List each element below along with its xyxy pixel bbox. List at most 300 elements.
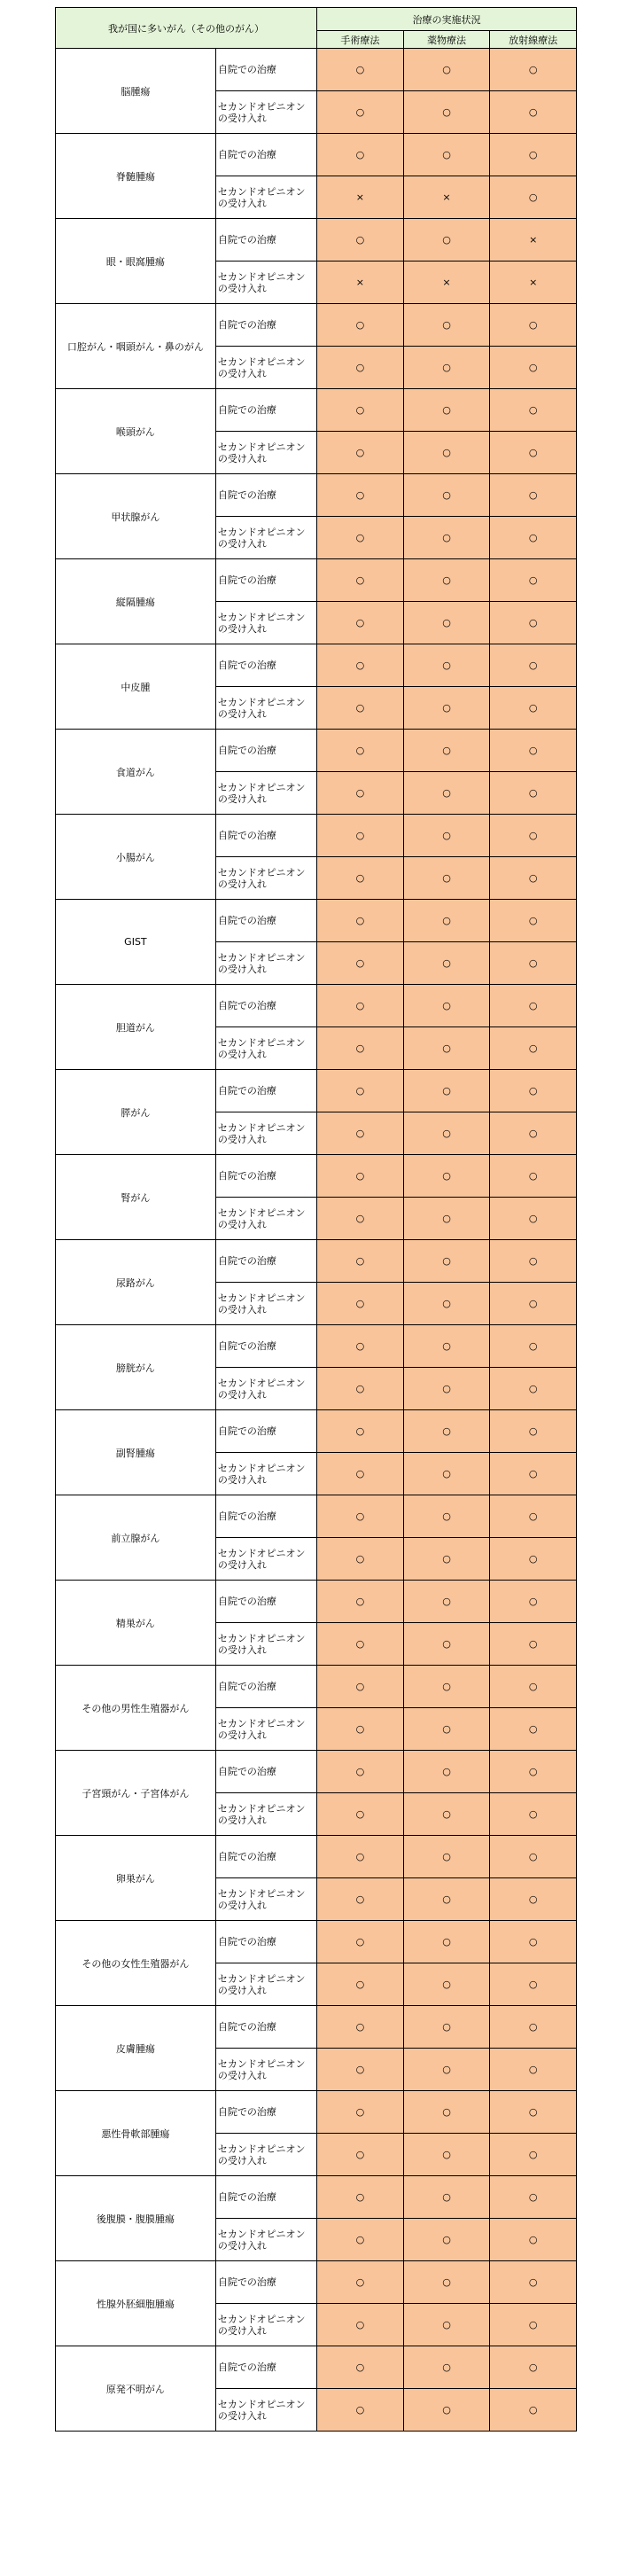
row-label-second-opinion — [215, 1793, 316, 1836]
table-row — [56, 134, 577, 176]
status-mark: ○ — [403, 1751, 490, 1793]
second-opinion-line2: の受け入れ — [217, 1814, 267, 1826]
status-mark: ○ — [490, 1112, 577, 1155]
row-label-second-opinion — [215, 2219, 316, 2261]
table-row — [56, 2091, 577, 2134]
table-row — [56, 2261, 577, 2304]
status-mark: ○ — [490, 1198, 577, 1240]
cancer-name: 膵がん — [56, 1070, 216, 1155]
cancer-name: 皮膚腫瘍 — [56, 2006, 216, 2091]
second-opinion-line2: の受け入れ — [217, 2409, 267, 2422]
status-mark: ○ — [317, 1666, 404, 1708]
row-label-self-treatment: 自院での治療 — [215, 1155, 316, 1198]
status-mark: ○ — [317, 1325, 404, 1368]
row-label-second-opinion — [215, 1027, 316, 1070]
status-mark: ○ — [403, 857, 490, 900]
status-mark: ○ — [490, 1070, 577, 1112]
cancer-name: 縦隔腫瘍 — [56, 559, 216, 644]
cancer-name: 喉頭がん — [56, 389, 216, 474]
table-row — [56, 2176, 577, 2219]
second-opinion-line1: セカンドオピニオン — [217, 1462, 306, 1474]
header-surgery: 手術療法 — [317, 31, 404, 49]
second-opinion-line2: の受け入れ — [217, 707, 267, 720]
status-mark: ○ — [490, 559, 577, 602]
status-mark: × — [403, 262, 490, 304]
second-opinion-line1: セカンドオピニオン — [217, 441, 306, 453]
row-label-self-treatment: 自院での治療 — [215, 2176, 316, 2219]
status-mark: ○ — [490, 1155, 577, 1198]
cancer-name: 腎がん — [56, 1155, 216, 1240]
cancer-name: 胆道がん — [56, 985, 216, 1070]
status-mark: ○ — [403, 1368, 490, 1410]
row-label-second-opinion — [215, 2049, 316, 2091]
status-mark: ○ — [490, 1666, 577, 1708]
table-header — [56, 8, 577, 49]
cancer-name: 前立腺がん — [56, 1495, 216, 1581]
status-mark: ○ — [490, 91, 577, 134]
status-mark: ○ — [490, 1708, 577, 1751]
status-mark: ○ — [490, 134, 577, 176]
row-label-second-opinion — [215, 1963, 316, 2006]
second-opinion-line2: の受け入れ — [217, 1558, 267, 1571]
status-mark: ○ — [490, 49, 577, 91]
status-mark: ○ — [490, 2346, 577, 2389]
status-mark: ○ — [317, 2346, 404, 2389]
row-label-self-treatment: 自院での治療 — [215, 1240, 316, 1283]
status-mark: ○ — [403, 2261, 490, 2304]
row-label-self-treatment: 自院での治療 — [215, 644, 316, 687]
status-mark: ○ — [403, 1963, 490, 2006]
status-mark: ○ — [403, 91, 490, 134]
status-mark: ○ — [403, 900, 490, 942]
cancer-name: 食道がん — [56, 730, 216, 815]
row-label-second-opinion — [215, 602, 316, 644]
status-mark: ○ — [490, 815, 577, 857]
status-mark: ○ — [490, 1453, 577, 1495]
status-mark: ○ — [490, 1836, 577, 1878]
status-mark: × — [317, 262, 404, 304]
table-row — [56, 1921, 577, 1963]
status-mark: ○ — [317, 1751, 404, 1793]
cancer-name: 性腺外胚細胞腫瘍 — [56, 2261, 216, 2346]
row-label-self-treatment: 自院での治療 — [215, 2091, 316, 2134]
status-mark: ○ — [317, 2304, 404, 2346]
status-mark: ○ — [317, 389, 404, 432]
status-mark: ○ — [317, 644, 404, 687]
status-mark: ○ — [317, 474, 404, 517]
status-mark: ○ — [317, 2006, 404, 2049]
second-opinion-line1: セカンドオピニオン — [217, 1547, 306, 1559]
second-opinion-line2: の受け入れ — [217, 1388, 267, 1401]
header-drug-therapy: 薬物療法 — [403, 31, 490, 49]
status-mark: ○ — [317, 2389, 404, 2432]
status-mark: ○ — [403, 2304, 490, 2346]
table-row — [56, 1836, 577, 1878]
status-mark: ○ — [403, 347, 490, 389]
status-mark: ○ — [317, 1538, 404, 1581]
status-mark: ○ — [403, 1155, 490, 1198]
status-mark: ○ — [317, 1495, 404, 1538]
second-opinion-line2: の受け入れ — [217, 2154, 267, 2166]
row-label-second-opinion — [215, 942, 316, 985]
second-opinion-line2: の受け入れ — [217, 1218, 267, 1230]
second-opinion-line2: の受け入れ — [217, 367, 267, 379]
status-mark: ○ — [317, 1708, 404, 1751]
cancer-name: 副腎腫瘍 — [56, 1410, 216, 1495]
treatment-table-container — [55, 7, 577, 2432]
status-mark: ○ — [403, 772, 490, 815]
status-mark: ○ — [490, 2219, 577, 2261]
cancer-name: 後腹膜・腹膜腫瘍 — [56, 2176, 216, 2261]
status-mark: ○ — [490, 1027, 577, 1070]
row-label-second-opinion — [215, 1453, 316, 1495]
cancer-name: 小腸がん — [56, 815, 216, 900]
status-mark: ○ — [403, 49, 490, 91]
second-opinion-line2: の受け入れ — [217, 1133, 267, 1145]
status-mark: ○ — [490, 2261, 577, 2304]
status-mark: ○ — [317, 134, 404, 176]
status-mark: ○ — [403, 389, 490, 432]
status-mark: ○ — [490, 942, 577, 985]
table-row — [56, 389, 577, 432]
status-mark: ○ — [403, 1240, 490, 1283]
status-mark: ○ — [403, 1538, 490, 1581]
second-opinion-line2: の受け入れ — [217, 1984, 267, 1996]
status-mark: ○ — [490, 474, 577, 517]
row-label-second-opinion — [215, 517, 316, 559]
row-label-self-treatment: 自院での治療 — [215, 1581, 316, 1623]
second-opinion-line1: セカンドオピニオン — [217, 2313, 306, 2325]
status-mark: ○ — [317, 1112, 404, 1155]
table-row — [56, 644, 577, 687]
status-mark: ○ — [317, 1368, 404, 1410]
row-label-second-opinion — [215, 2389, 316, 2432]
status-mark: ○ — [490, 2049, 577, 2091]
status-mark: ○ — [490, 176, 577, 219]
header-category: 我が国に多いがん（その他のがん） — [56, 8, 317, 49]
second-opinion-line1: セカンドオピニオン — [217, 355, 306, 368]
status-mark: ○ — [403, 2389, 490, 2432]
status-mark: ○ — [317, 730, 404, 772]
row-label-self-treatment: 自院での治療 — [215, 304, 316, 347]
cancer-name: 眼・眼窩腫瘍 — [56, 219, 216, 304]
status-mark: ○ — [490, 772, 577, 815]
status-mark: ○ — [490, 1878, 577, 1921]
row-label-self-treatment: 自院での治療 — [215, 474, 316, 517]
row-label-second-opinion — [215, 772, 316, 815]
status-mark: ○ — [403, 1708, 490, 1751]
second-opinion-line1: セカンドオピニオン — [217, 100, 306, 113]
cancer-name: 精巣がん — [56, 1581, 216, 1666]
cancer-name: 悪性骨軟部腫瘍 — [56, 2091, 216, 2176]
second-opinion-line2: の受け入れ — [217, 2239, 267, 2252]
status-mark: ○ — [490, 1325, 577, 1368]
second-opinion-line1: セカンドオピニオン — [217, 1972, 306, 1985]
second-opinion-line1: セカンドオピニオン — [217, 696, 306, 708]
status-mark: ○ — [403, 1921, 490, 1963]
status-mark: ○ — [403, 1283, 490, 1325]
row-label-self-treatment: 自院での治療 — [215, 1410, 316, 1453]
second-opinion-line2: の受け入れ — [217, 878, 267, 890]
table-row — [56, 1666, 577, 1708]
row-label-self-treatment: 自院での治療 — [215, 389, 316, 432]
status-mark: ○ — [317, 1581, 404, 1623]
table-row — [56, 2006, 577, 2049]
status-mark: ○ — [317, 2176, 404, 2219]
row-label-second-opinion — [215, 857, 316, 900]
status-mark: ○ — [317, 559, 404, 602]
second-opinion-line2: の受け入れ — [217, 2069, 267, 2081]
status-mark: ○ — [490, 2091, 577, 2134]
status-mark: ○ — [317, 942, 404, 985]
status-mark: ○ — [403, 1495, 490, 1538]
table-row — [56, 219, 577, 262]
status-mark: ○ — [317, 1155, 404, 1198]
status-mark: × — [490, 219, 577, 262]
status-mark: ○ — [490, 1495, 577, 1538]
row-label-self-treatment: 自院での治療 — [215, 134, 316, 176]
row-label-second-opinion — [215, 1538, 316, 1581]
status-mark: ○ — [317, 1963, 404, 2006]
second-opinion-line1: セカンドオピニオン — [217, 270, 306, 283]
status-mark: ○ — [403, 985, 490, 1027]
status-mark: ○ — [403, 559, 490, 602]
header-radiation-therapy: 放射線療法 — [490, 31, 577, 49]
status-mark: ○ — [317, 1283, 404, 1325]
second-opinion-line1: セカンドオピニオン — [217, 1292, 306, 1304]
status-mark: ○ — [317, 219, 404, 262]
treatment-status-table — [55, 7, 577, 2432]
status-mark: ○ — [317, 304, 404, 347]
row-label-self-treatment: 自院での治療 — [215, 219, 316, 262]
status-mark: ○ — [317, 1878, 404, 1921]
second-opinion-line2: の受け入れ — [217, 112, 267, 124]
status-mark: ○ — [403, 219, 490, 262]
status-mark: ○ — [317, 1410, 404, 1453]
table-row — [56, 1581, 577, 1623]
row-label-self-treatment: 自院での治療 — [215, 1070, 316, 1112]
second-opinion-line2: の受け入れ — [217, 197, 267, 209]
status-mark: ○ — [317, 815, 404, 857]
status-mark: × — [317, 176, 404, 219]
status-mark: ○ — [317, 857, 404, 900]
status-mark: ○ — [317, 432, 404, 474]
table-row — [56, 1410, 577, 1453]
cancer-name: GIST — [56, 900, 216, 985]
table-row — [56, 1240, 577, 1283]
status-mark: ○ — [317, 91, 404, 134]
row-label-self-treatment: 自院での治療 — [215, 559, 316, 602]
row-label-second-opinion — [215, 687, 316, 730]
row-label-self-treatment: 自院での治療 — [215, 2346, 316, 2389]
status-mark: ○ — [317, 602, 404, 644]
second-opinion-line2: の受け入れ — [217, 282, 267, 294]
second-opinion-line2: の受け入れ — [217, 452, 267, 464]
second-opinion-line2: の受け入れ — [217, 792, 267, 805]
status-mark: ○ — [490, 347, 577, 389]
status-mark: ○ — [490, 1751, 577, 1793]
status-mark: ○ — [403, 1878, 490, 1921]
status-mark: ○ — [490, 900, 577, 942]
header-treatment-status: 治療の実施状況 — [317, 8, 577, 31]
second-opinion-line1: セカンドオピニオン — [217, 2057, 306, 2070]
status-mark: ○ — [403, 1836, 490, 1878]
status-mark: ○ — [490, 1368, 577, 1410]
status-mark: ○ — [403, 432, 490, 474]
cancer-name: 子宮頸がん・子宮体がん — [56, 1751, 216, 1836]
status-mark: ○ — [403, 2134, 490, 2176]
table-row — [56, 474, 577, 517]
status-mark: × — [490, 262, 577, 304]
status-mark: ○ — [490, 1410, 577, 1453]
cancer-name: 膀胱がん — [56, 1325, 216, 1410]
second-opinion-line1: セカンドオピニオン — [217, 1377, 306, 1389]
table-row — [56, 815, 577, 857]
status-mark: ○ — [317, 900, 404, 942]
status-mark: ○ — [403, 1623, 490, 1666]
table-row — [56, 1070, 577, 1112]
second-opinion-line1: セカンドオピニオン — [217, 1632, 306, 1644]
status-mark: ○ — [490, 1283, 577, 1325]
second-opinion-line1: セカンドオピニオン — [217, 781, 306, 793]
table-row — [56, 1325, 577, 1368]
row-label-self-treatment: 自院での治療 — [215, 2261, 316, 2304]
status-mark: ○ — [403, 1325, 490, 1368]
second-opinion-line2: の受け入れ — [217, 2324, 267, 2337]
status-mark: ○ — [403, 730, 490, 772]
status-mark: ○ — [317, 2049, 404, 2091]
second-opinion-line1: セカンドオピニオン — [217, 1717, 306, 1729]
status-mark: ○ — [403, 1581, 490, 1623]
second-opinion-line2: の受け入れ — [217, 1048, 267, 1060]
status-mark: ○ — [490, 857, 577, 900]
status-mark: ○ — [317, 347, 404, 389]
second-opinion-line1: セカンドオピニオン — [217, 611, 306, 623]
status-mark: ○ — [403, 474, 490, 517]
status-mark: ○ — [490, 985, 577, 1027]
status-mark: ○ — [403, 1027, 490, 1070]
status-mark: ○ — [317, 772, 404, 815]
status-mark: ○ — [317, 1240, 404, 1283]
status-mark: ○ — [490, 730, 577, 772]
row-label-second-opinion — [215, 1708, 316, 1751]
cancer-name: その他の女性生殖器がん — [56, 1921, 216, 2006]
second-opinion-line2: の受け入れ — [217, 537, 267, 550]
table-row — [56, 1495, 577, 1538]
status-mark: ○ — [490, 602, 577, 644]
status-mark: ○ — [490, 2176, 577, 2219]
status-mark: ○ — [317, 517, 404, 559]
status-mark: ○ — [490, 1581, 577, 1623]
status-mark: ○ — [403, 2049, 490, 2091]
status-mark: ○ — [403, 602, 490, 644]
status-mark: ○ — [490, 432, 577, 474]
second-opinion-line1: セカンドオピニオン — [217, 2398, 306, 2410]
status-mark: ○ — [317, 2219, 404, 2261]
row-label-self-treatment: 自院での治療 — [215, 1921, 316, 1963]
status-mark: ○ — [317, 1027, 404, 1070]
second-opinion-line1: セカンドオピニオン — [217, 1121, 306, 1134]
status-mark: ○ — [317, 1453, 404, 1495]
second-opinion-line1: セカンドオピニオン — [217, 526, 306, 538]
status-mark: ○ — [490, 2006, 577, 2049]
status-mark: ○ — [490, 2134, 577, 2176]
cancer-name: 尿路がん — [56, 1240, 216, 1325]
second-opinion-line1: セカンドオピニオン — [217, 185, 306, 198]
row-label-self-treatment: 自院での治療 — [215, 1836, 316, 1878]
status-mark: ○ — [317, 1793, 404, 1836]
status-mark: ○ — [490, 517, 577, 559]
row-label-second-opinion — [215, 1878, 316, 1921]
second-opinion-line2: の受け入れ — [217, 1473, 267, 1486]
row-label-self-treatment: 自院での治療 — [215, 1666, 316, 1708]
row-label-second-opinion — [215, 1283, 316, 1325]
status-mark: ○ — [403, 2006, 490, 2049]
status-mark: ○ — [490, 1538, 577, 1581]
second-opinion-line2: の受け入れ — [217, 1643, 267, 1656]
status-mark: ○ — [317, 2261, 404, 2304]
second-opinion-line1: セカンドオピニオン — [217, 1802, 306, 1815]
status-mark: ○ — [403, 2219, 490, 2261]
status-mark: ○ — [490, 304, 577, 347]
second-opinion-line1: セカンドオピニオン — [217, 1036, 306, 1049]
second-opinion-line2: の受け入れ — [217, 963, 267, 975]
cancer-name: 甲状腺がん — [56, 474, 216, 559]
status-mark: ○ — [317, 687, 404, 730]
second-opinion-line1: セカンドオピニオン — [217, 1887, 306, 1900]
row-label-second-opinion — [215, 347, 316, 389]
table-body — [56, 49, 577, 2432]
status-mark: ○ — [490, 389, 577, 432]
second-opinion-line2: の受け入れ — [217, 1303, 267, 1315]
row-label-self-treatment: 自院での治療 — [215, 900, 316, 942]
status-mark: ○ — [403, 134, 490, 176]
status-mark: ○ — [403, 815, 490, 857]
row-label-self-treatment: 自院での治療 — [215, 730, 316, 772]
status-mark: ○ — [490, 687, 577, 730]
status-mark: ○ — [317, 985, 404, 1027]
row-label-second-opinion — [215, 432, 316, 474]
cancer-name: 脊髄腫瘍 — [56, 134, 216, 219]
row-label-second-opinion — [215, 262, 316, 304]
row-label-second-opinion — [215, 1623, 316, 1666]
status-mark: ○ — [403, 942, 490, 985]
table-row — [56, 1751, 577, 1793]
row-label-second-opinion — [215, 1198, 316, 1240]
cancer-name: 卵巣がん — [56, 1836, 216, 1921]
cancer-name: 中皮腫 — [56, 644, 216, 730]
table-row — [56, 730, 577, 772]
status-mark: ○ — [317, 1623, 404, 1666]
status-mark: ○ — [403, 517, 490, 559]
status-mark: ○ — [317, 2091, 404, 2134]
status-mark: ○ — [403, 644, 490, 687]
row-label-self-treatment: 自院での治療 — [215, 815, 316, 857]
status-mark: ○ — [403, 1198, 490, 1240]
table-row — [56, 559, 577, 602]
status-mark: ○ — [490, 1623, 577, 1666]
table-row — [56, 49, 577, 91]
second-opinion-line2: の受け入れ — [217, 1899, 267, 1911]
status-mark: ○ — [490, 644, 577, 687]
cancer-name: その他の男性生殖器がん — [56, 1666, 216, 1751]
status-mark: ○ — [490, 1921, 577, 1963]
table-row — [56, 900, 577, 942]
status-mark: ○ — [317, 2134, 404, 2176]
row-label-second-opinion — [215, 1112, 316, 1155]
table-row — [56, 1155, 577, 1198]
status-mark: ○ — [490, 1793, 577, 1836]
